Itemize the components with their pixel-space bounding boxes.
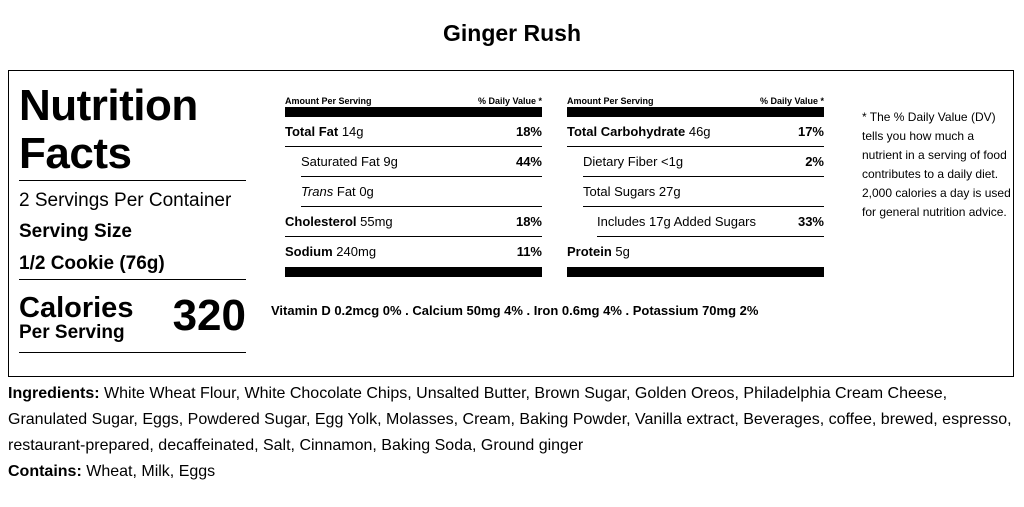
nutrient-row-total-fat: Total Fat 14g 18% xyxy=(285,117,542,147)
daily-value-footnote: * The % Daily Value (DV) tells you how much a nutrient in a serving of food contributes to a daily diet. 2,000 calories a day is used for general nutrition advice. xyxy=(862,110,1011,219)
nutrition-facts-panel xyxy=(8,70,1014,377)
nutrient-row-trans-fat: Trans Fat 0g xyxy=(301,177,542,207)
divider xyxy=(19,180,246,181)
thick-bar xyxy=(285,267,542,277)
contains-text: Wheat, Milk, Eggs xyxy=(86,463,216,480)
thick-bar xyxy=(567,107,824,117)
allergens xyxy=(8,459,215,485)
nutrition-facts-heading: Nutrition Facts xyxy=(19,81,198,178)
vitamins-minerals: Vitamin D 0.2mcg 0% . Calcium 50mg 4% . Iron 0.6mg 4% . Potassium 70mg 2% xyxy=(271,303,759,318)
nutrient-row-protein: Protein 5g xyxy=(567,244,630,259)
calories-per-serving: Per Serving xyxy=(19,322,125,343)
nutrient-row-added-sugars: Includes 17g Added Sugars 33% xyxy=(597,207,824,237)
calories-value: 320 xyxy=(172,291,246,340)
nutrient-table-right xyxy=(567,95,824,277)
nutrient-row-total-carbohydrate: Total Carbohydrate 46g 17% xyxy=(567,117,824,147)
divider xyxy=(19,279,246,280)
table-header: Amount Per Serving % Daily Value * xyxy=(285,96,542,106)
table-header: Amount Per Serving % Daily Value * xyxy=(567,96,824,106)
nutrient-row-sodium: Sodium 240mg 11% xyxy=(285,244,542,259)
thick-bar xyxy=(567,267,824,277)
divider xyxy=(19,352,246,353)
nutrient-table-left xyxy=(285,95,542,277)
servings-per-container: 2 Servings Per Container xyxy=(19,190,232,211)
serving-size-value: 1/2 Cookie (76g) xyxy=(19,253,165,274)
ingredients-list xyxy=(8,381,1016,459)
calories-label: Calories xyxy=(19,292,134,324)
nutrient-row-dietary-fiber: Dietary Fiber <1g 2% xyxy=(583,147,824,177)
contains-label: Contains: xyxy=(8,463,82,480)
serving-size-label: Serving Size xyxy=(19,221,132,242)
ingredients-text: White Wheat Flour, White Chocolate Chips, Unsalted Butter, Brown Sugar, Golden Oreos, Philadelphia Cream Cheese, Granulated Sugar, Eggs, Powdered Sugar, Egg Yolk, Molasses, Cream, Baking Powder, Vanilla extract, Beverages, coffee, brewed, espresso, restaurant-prepared, decaffeinated, Salt, Cinnamon, Baking Soda, Ground ginger xyxy=(8,385,1012,454)
nutrient-row-total-sugars: Total Sugars 27g xyxy=(583,177,824,207)
nutrient-row-saturated-fat: Saturated Fat 9g 44% xyxy=(301,147,542,177)
nutrient-row-cholesterol: Cholesterol 55mg 18% xyxy=(285,207,542,237)
thick-bar xyxy=(285,107,542,117)
ingredients-label: Ingredients: xyxy=(8,385,100,402)
product-title: Ginger Rush xyxy=(442,20,581,46)
